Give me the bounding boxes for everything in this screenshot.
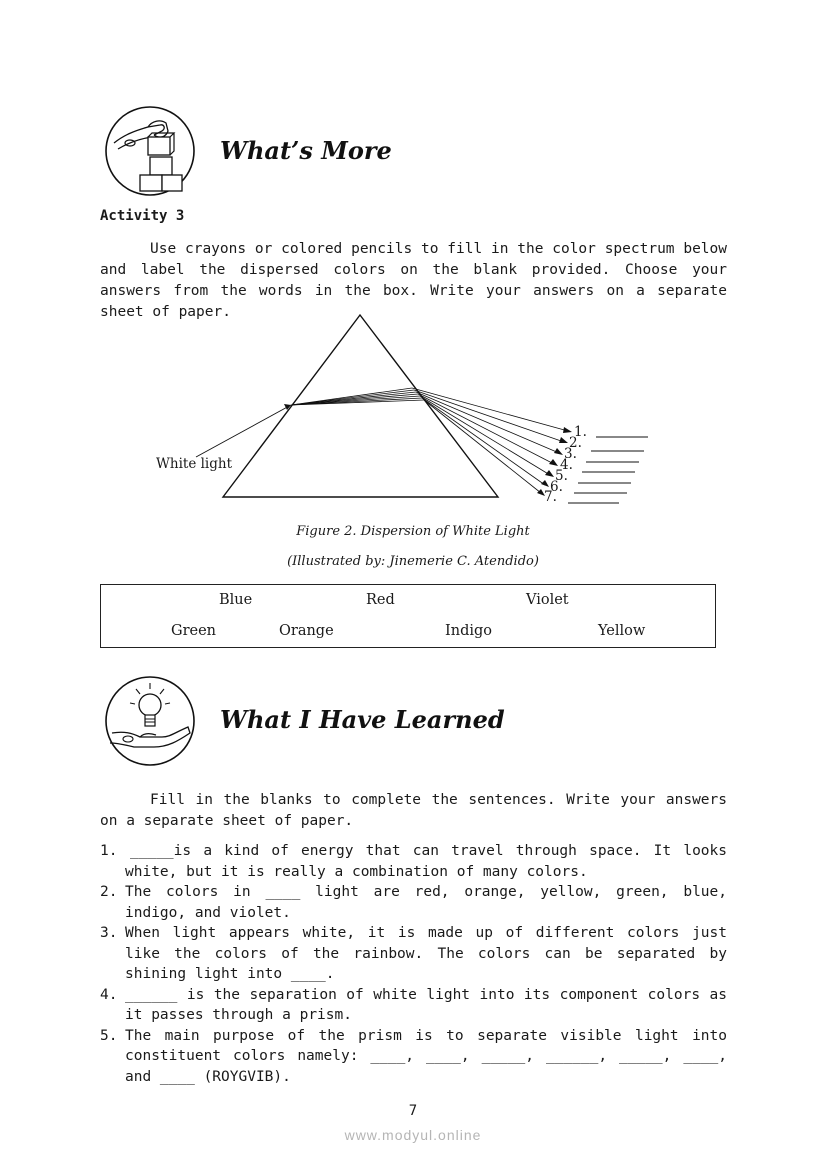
figure-credit: (Illustrated by: Jinemerie C. Atendido) (287, 554, 539, 569)
question-item (100, 841, 727, 882)
prism-triangle (223, 315, 498, 497)
white-light-pointer (196, 405, 291, 457)
prism-dispersion-figure (150, 310, 660, 510)
question-number: 1. (100, 843, 118, 859)
learned-instructions: Fill in the blanks to complete the sentences. Write your answers on a separate sheet of paper. (100, 792, 727, 829)
question-item (100, 1026, 727, 1088)
word-orange: Orange (279, 623, 334, 639)
word-red: Red (366, 592, 395, 608)
marker-2: 2. (569, 435, 582, 451)
question-item (100, 882, 727, 923)
question-text: ______ is the separation of white light into its component colors as it passes through a prism. (125, 986, 727, 1023)
word-violet: Violet (526, 592, 569, 608)
question-text: The colors in ____ light are red, orange, yellow, green, blue, indigo, and violet. (125, 884, 727, 921)
marker-4: 4. (560, 457, 573, 473)
word-indigo: Indigo (445, 623, 492, 639)
word-yellow: Yellow (598, 623, 646, 639)
ray-4 (418, 394, 554, 464)
marker-7: 7. (544, 489, 557, 505)
dispersed-rays (412, 388, 568, 493)
lightbulb-in-hand-icon (104, 675, 196, 767)
marker-1: 1. (574, 424, 587, 440)
hand-stacking-blocks-icon (104, 105, 196, 197)
question-number: 2. (100, 884, 118, 900)
question-number: 4. (100, 986, 118, 1003)
question-text: _____is a kind of energy that can travel through space. It looks white, but it is really a combination of many colors. (125, 843, 727, 880)
marker-3: 3. (564, 446, 577, 462)
word-green: Green (171, 623, 217, 639)
whats-more-title: What’s More (220, 136, 392, 165)
activity-instructions: Use crayons or colored pencils to fill in the color spectrum below and label the dispersed colors on the blank provided. Choose your answers from the words in the box. Write your answers on a separate sheet of paper. (100, 241, 727, 320)
page-number: 7 (408, 1103, 418, 1119)
figure-caption: Figure 2. Dispersion of White Light (296, 524, 530, 539)
question-number: 5. (100, 1027, 118, 1044)
ray-6 (422, 398, 545, 485)
question-number: 3. (100, 925, 118, 941)
refracted-rays (291, 388, 424, 405)
watermark: www.modyul.online (344, 1127, 482, 1143)
question-item (100, 985, 727, 1026)
white-light-label: White light (156, 456, 232, 472)
what-i-have-learned-title: What I Have Learned (220, 705, 505, 734)
word-box (100, 584, 716, 648)
marker-5: 5. (555, 468, 568, 484)
fill-in-questions (100, 841, 727, 1087)
marker-6: 6. (550, 479, 563, 495)
question-item (100, 923, 727, 985)
word-blue: Blue (219, 592, 253, 608)
question-text: When light appears white, it is made up of different colors just like the colors of the rainbow. The colors can be separated by shining light into ____. (125, 925, 727, 982)
activity-label: Activity 3 (100, 208, 185, 224)
question-text: The main purpose of the prism is to separate visible light into constituent colors namely: ____, ____, _____, ______, _____, ____, and ____ (ROYGVIB). (125, 1027, 727, 1085)
